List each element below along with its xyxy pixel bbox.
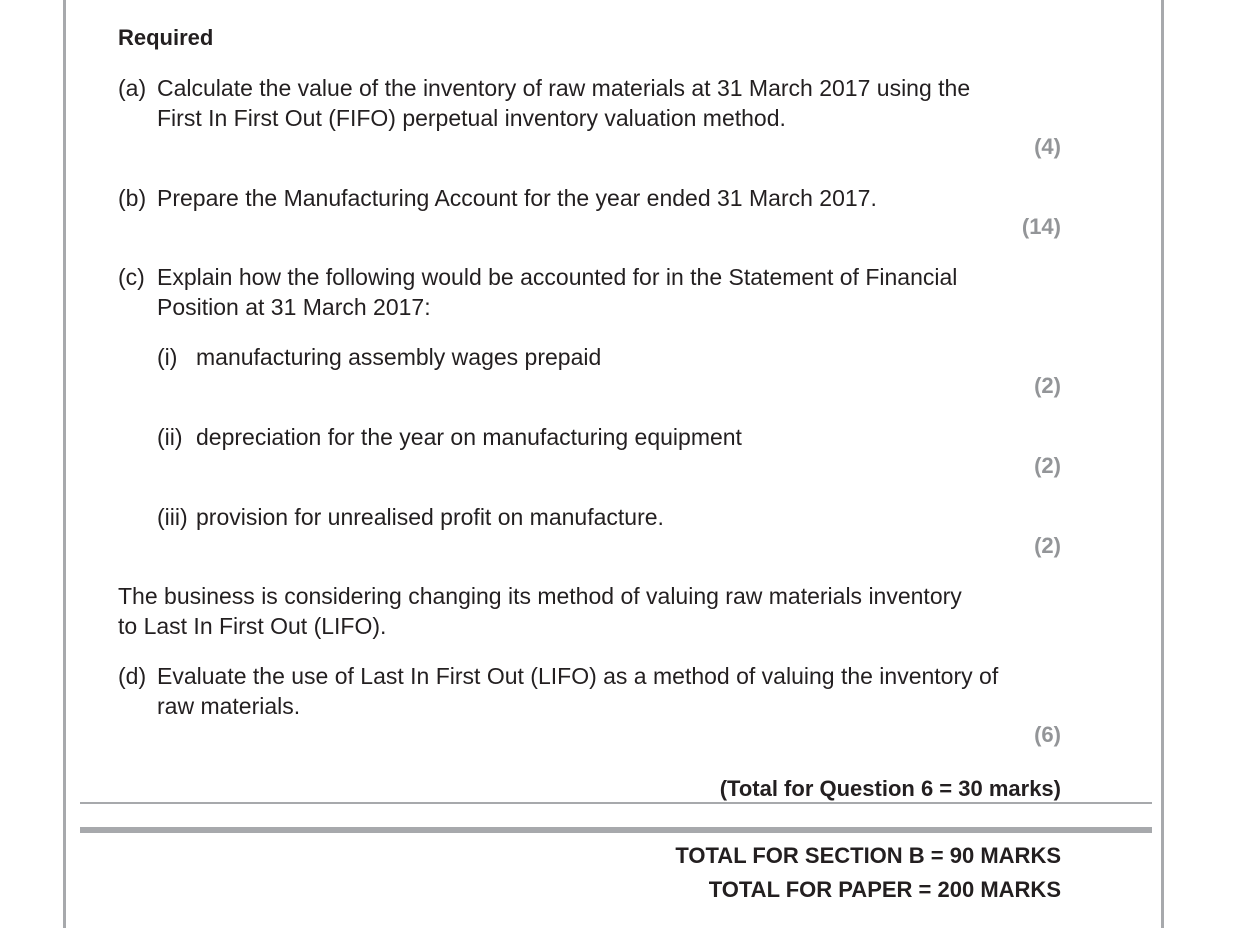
- item-c-ii-label: (ii): [157, 424, 183, 450]
- context-line2: to Last In First Out (LIFO).: [118, 613, 387, 639]
- item-d-marks: (6): [1034, 722, 1061, 747]
- item-d-text-line2: raw materials.: [157, 693, 301, 719]
- item-c-text-line2: Position at 31 March 2017:: [157, 294, 431, 320]
- item-c-i-marks: (2): [1034, 373, 1061, 398]
- item-d-text-line1: Evaluate the use of Last In First Out (LIFO) as a method of valuing the inventory of: [157, 663, 999, 689]
- item-c-ii-text: depreciation for the year on manufacturing equipment: [196, 424, 742, 450]
- item-a-marks: (4): [1034, 134, 1061, 159]
- item-c-text-line1: Explain how the following would be accounted for in the Statement of Financial: [157, 264, 958, 290]
- item-c-i-text: manufacturing assembly wages prepaid: [196, 344, 602, 370]
- item-c-ii-marks: (2): [1034, 453, 1061, 478]
- item-b-marks: (14): [1021, 214, 1061, 239]
- context-line1: The business is considering changing its method of valuing raw materials inventory: [118, 583, 962, 609]
- section-total: TOTAL FOR SECTION B = 90 MARKS: [675, 843, 1061, 868]
- item-b-label: (b): [118, 185, 147, 211]
- divider-thick: [80, 827, 1152, 833]
- item-c-i-label: (i): [157, 344, 178, 370]
- item-a-text-line2: First In First Out (FIFO) perpetual inventory valuation method.: [157, 105, 786, 131]
- item-b-text: Prepare the Manufacturing Account for the year ended 31 March 2017.: [157, 185, 877, 211]
- item-c-iii-label: (iii): [157, 504, 188, 530]
- item-c-iii-text: provision for unrealised profit on manufacture.: [196, 504, 664, 530]
- question-total: (Total for Question 6 = 30 marks): [719, 776, 1061, 801]
- required-heading: Required: [118, 25, 214, 50]
- paper-total: TOTAL FOR PAPER = 200 MARKS: [708, 877, 1061, 902]
- item-a-text-line1: Calculate the value of the inventory of raw materials at 31 March 2017 using the: [157, 75, 971, 101]
- item-c-iii-marks: (2): [1034, 533, 1061, 558]
- divider-thin: [80, 802, 1152, 804]
- item-d-label: (d): [118, 663, 147, 689]
- item-c-label: (c): [118, 264, 145, 290]
- item-a-label: (a): [118, 75, 147, 101]
